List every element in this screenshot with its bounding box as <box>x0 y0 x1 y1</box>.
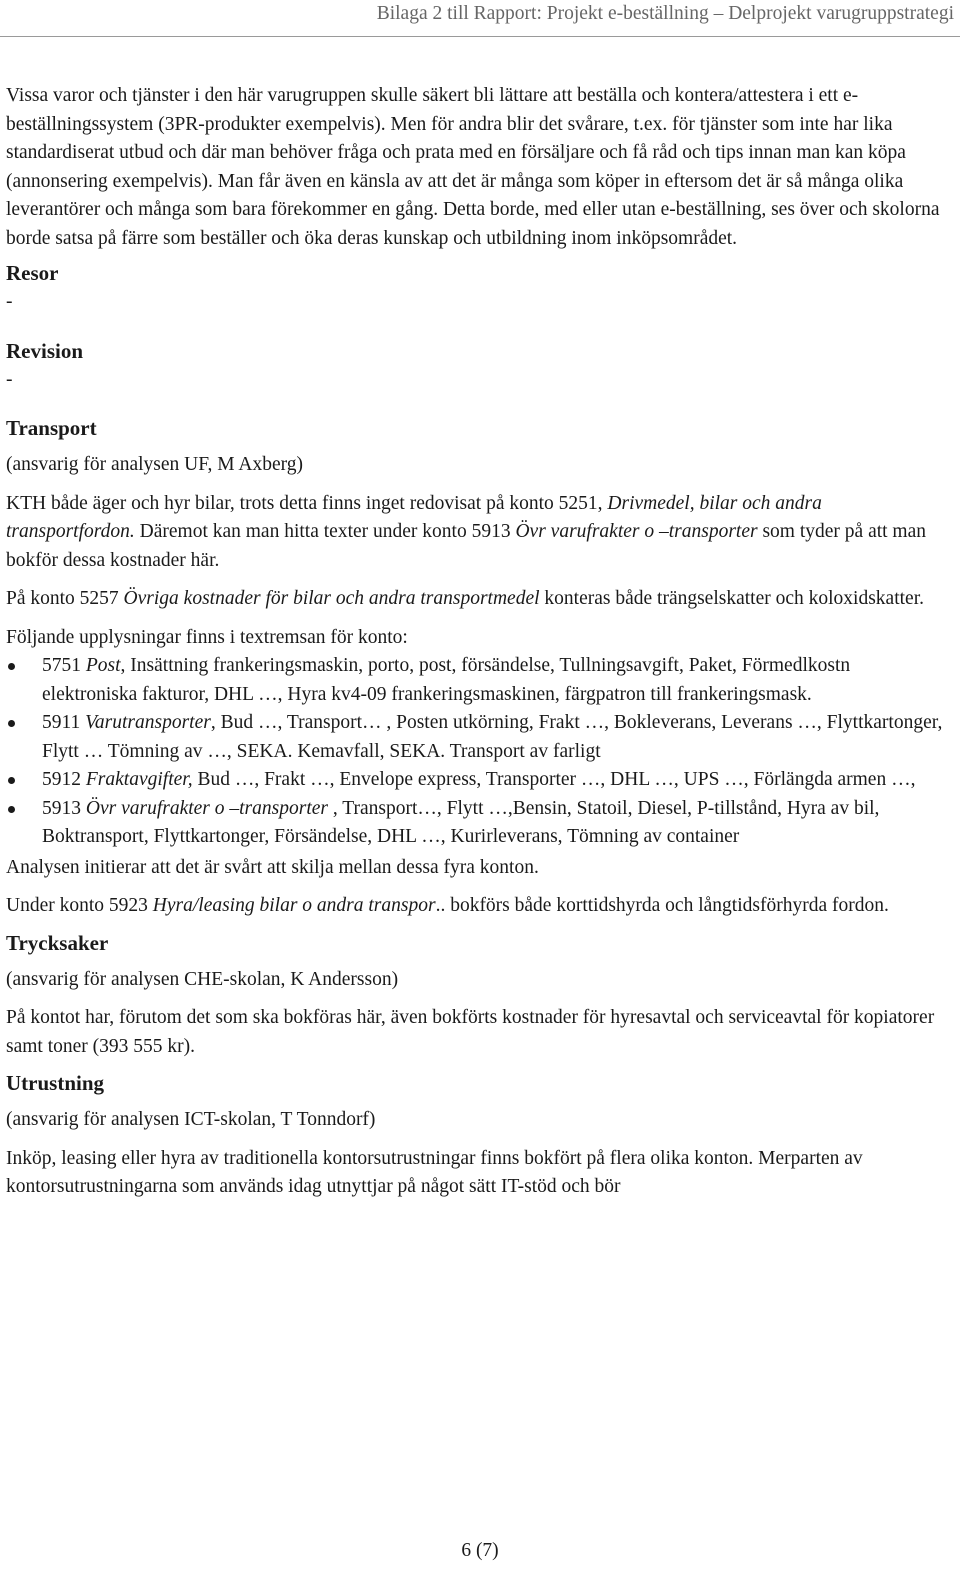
bullet-icon <box>8 663 15 670</box>
text-span: KTH både äger och hyr bilar, trots detta finns inget redovisat på konto 5251, <box>6 492 608 514</box>
text-span: Däremot kan man hitta texter under konto 5913 <box>134 521 516 542</box>
section-resor <box>6 259 950 317</box>
text-span: som tyder på att man bokför dessa kostnader här. <box>6 521 927 571</box>
account-number: 5912 <box>42 769 86 790</box>
section-revision <box>6 337 950 395</box>
utrustning-paragraph: Inköp, leasing eller hyra av traditionella kontorsutrustningar finns bokfört på flera olika konton. Merparten av kontorsutrustningarna som används idag utnyttjar på något sätt IT-stöd och bör <box>6 1147 863 1197</box>
list-item <box>6 709 950 766</box>
account-number: 5913 <box>42 797 86 819</box>
account-number: 5911 <box>42 712 86 733</box>
account-name: Övr varufrakter o –transporter <box>515 521 758 542</box>
account-name: Varutransporter <box>85 712 211 733</box>
heading-revision: Revision <box>6 338 84 363</box>
section-transport <box>6 414 950 921</box>
transport-paragraph-1 <box>6 490 950 576</box>
list-item <box>6 652 950 709</box>
list-item <box>6 766 950 795</box>
transport-analysis: Analysen initierar att det är svårt att skilja mellan dessa fyra konton. <box>6 856 539 878</box>
utrustning-responsible: (ansvarig för analysen ICT-skolan, T Tonndorf) <box>6 1109 376 1130</box>
account-name: Fraktavgifter, <box>85 769 193 790</box>
heading-resor: Resor <box>6 261 59 285</box>
heading-trycksaker: Trycksaker <box>6 930 109 955</box>
account-name: Hyra/leasing bilar o andra transpor <box>152 895 436 916</box>
list-item <box>6 795 950 852</box>
heading-utrustning: Utrustning <box>6 1071 105 1095</box>
account-details: , Transport…, Flytt …,Bensin, Statoil, Diesel, P-tillstånd, Hyra av bil, Boktransport, Flyttkartonger, Försändelse, DHL …, Kurirleverans, Tömning av container <box>42 797 880 847</box>
account-details: Bud …, Frakt …, Envelope express, Transporter …, DHL …, UPS …, Förlängda armen …, <box>192 769 916 790</box>
header-title: Bilaga 2 till Rapport: Projekt e-beställning – Delprojekt varugruppstrategi <box>376 3 954 24</box>
account-text-list <box>6 652 950 852</box>
bullet-icon <box>8 777 15 784</box>
bullet-icon <box>8 720 15 727</box>
text-span: konteras både trängselskatter och koloxidskatter. <box>539 588 924 609</box>
bullet-icon <box>8 806 15 813</box>
heading-transport: Transport <box>6 416 97 440</box>
trycksaker-paragraph: På kontot har, förutom det som ska bokföras här, även bokförts kostnader för hyresavtal och serviceavtal för kopiatorer samt toner (393 555 kr). <box>6 1007 935 1057</box>
transport-responsible: (ansvarig för analysen UF, M Axberg) <box>6 454 304 475</box>
intro-paragraph: Vissa varor och tjänster i den här varugruppen skulle säkert bli lättare att beställa och kontera/attestera i ett e-beställningssystem (3PR-produkter exempelvis). Men för andra blir det svårare, t.ex. för tjänster som inte har lika standardiserat utbud och där man behöver fråga och prata med en försäljare och få råd och tips innan man kan köpa (annonsering exempelvis). Man får även en känsla av att det är många som köper in eftersom det är så många olika leverantörer och många som bara förekommer en gång. Detta borde, med eller utan e-beställning, ses över och skolorna borde satsa på färre som beställer och öka deras kunskap och utbildning inom inköpsområdet. <box>6 85 940 249</box>
text-span: .. bokförs både korttidshyrda och långtidsförhyrda fordon. <box>435 895 889 916</box>
revision-dash: - <box>6 368 13 390</box>
section-trycksaker <box>6 929 950 1062</box>
text-span: Under konto 5923 <box>6 895 153 916</box>
trycksaker-responsible: (ansvarig för analysen CHE-skolan, K Andersson) <box>6 968 399 990</box>
document-body <box>6 82 950 1202</box>
account-name: Drivmedel, bilar och andra transportfordon. <box>6 492 822 542</box>
account-name: Post <box>85 655 121 676</box>
account-name: Övriga kostnader för bilar och andra transportmedel <box>123 588 540 609</box>
transport-list-intro: Följande upplysningar finns i textremsan för konto: <box>6 626 408 648</box>
page-header <box>0 0 960 37</box>
text-span: På konto 5257 <box>6 588 124 609</box>
section-utrustning <box>6 1069 950 1202</box>
account-name: Övr varufrakter o –transporter <box>85 797 328 819</box>
transport-paragraph-3 <box>6 892 950 921</box>
page-number: 6 (7) <box>461 1540 499 1561</box>
account-number: 5751 <box>42 655 86 676</box>
account-details: , Bud …, Transport… , Posten utkörning, Frakt …, Bokleverans, Leverans …, Flyttkartonger, Flytt … Tömning av …, SEKA. Kemavfall, SEKA. Transport av farligt <box>42 712 943 762</box>
resor-dash: - <box>6 291 13 312</box>
transport-paragraph-2 <box>6 585 950 614</box>
account-details: , Insättning frankeringsmaskin, porto, post, försändelse, Tullningsavgift, Paket, Förmedlkostn elektroniska fakturor, DHL …, Hyra kv4-09 frankeringsmaskinen, färgpatron till frankeringsmask. <box>42 655 851 705</box>
